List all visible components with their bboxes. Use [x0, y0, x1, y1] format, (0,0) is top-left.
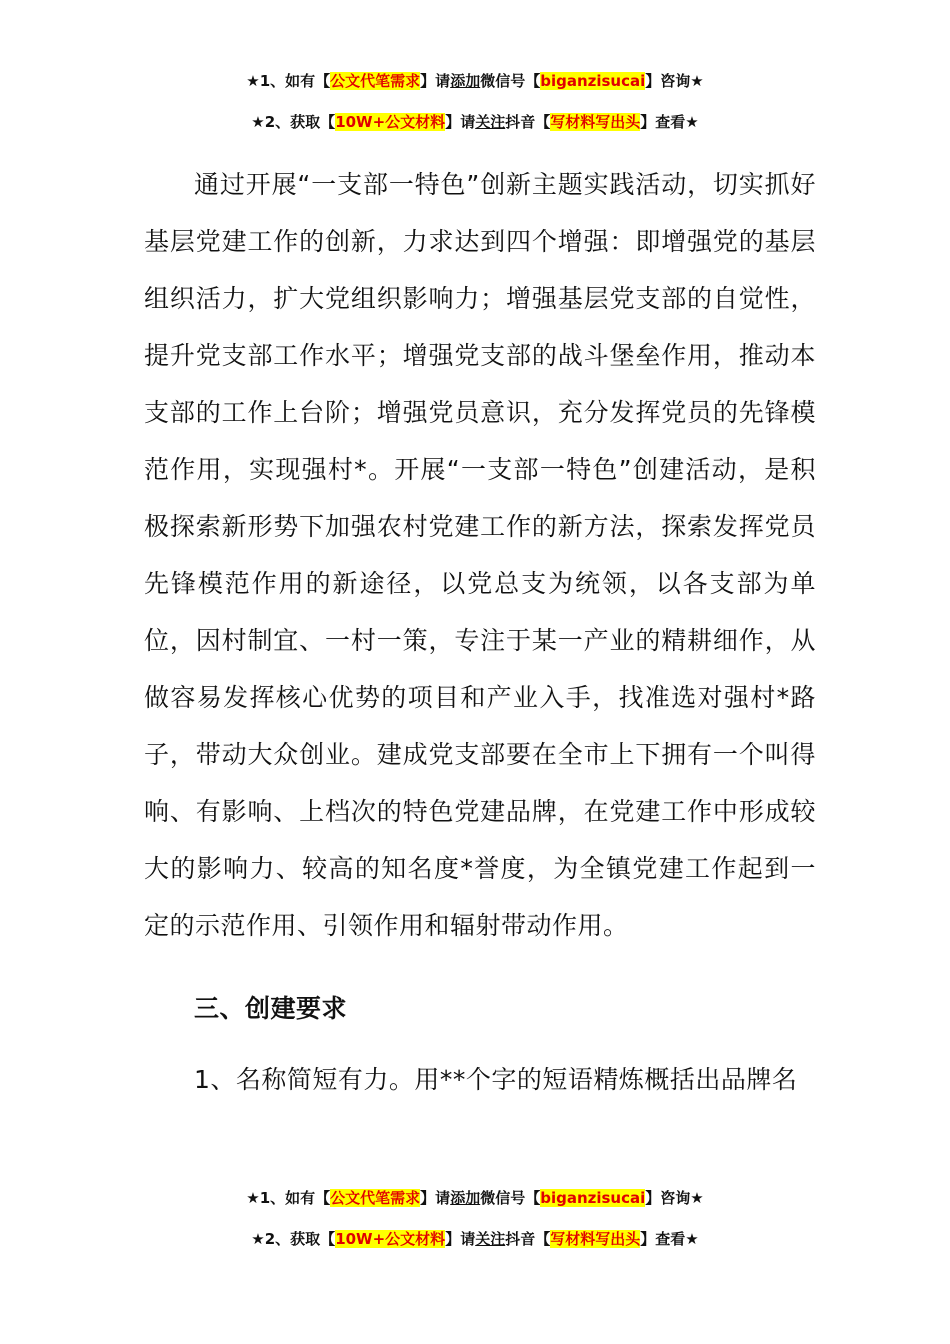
banner-highlight-service: 公文代笔需求 [330, 72, 421, 90]
requirement-item-1: 1、名称简短有力。用**个字的短语精炼概括出品牌名 [194, 1065, 798, 1094]
banner-text: 】请 [445, 113, 476, 131]
banner-highlight-douyin-id: 写材料写出头 [550, 1230, 641, 1248]
banner-suffix: 】咨询★ [645, 1189, 704, 1207]
banner-underlined-text: 添加 [450, 1189, 481, 1207]
section-heading: 三、创建要求 [194, 994, 348, 1023]
banner-text: 】请 [420, 72, 451, 90]
banner-underlined-text: 添加 [450, 72, 481, 90]
banner-prefix: ★1、如有【 [246, 72, 331, 90]
banner-prefix: ★2、获取【 [251, 113, 336, 131]
banner-prefix: ★2、获取【 [251, 1230, 336, 1248]
banner-highlight-wechat-id: biganzisucai [540, 72, 646, 90]
banner-text: 微信号【 [480, 1189, 541, 1207]
banner-underlined-text: 关注 [475, 1230, 506, 1248]
bottom-banner-line-2 [0, 1228, 950, 1250]
banner-underlined-text: 关注 [475, 113, 506, 131]
banner-highlight-materials: 10W+公文材料 [335, 1230, 446, 1248]
banner-highlight-materials: 10W+公文材料 [335, 113, 446, 131]
banner-text: 】请 [420, 1189, 451, 1207]
banner-suffix: 】查看★ [640, 113, 699, 131]
banner-highlight-wechat-id: biganzisucai [540, 1189, 646, 1207]
banner-suffix: 】咨询★ [645, 72, 704, 90]
banner-highlight-douyin-id: 写材料写出头 [550, 113, 641, 131]
banner-text: 】请 [445, 1230, 476, 1248]
banner-text: 抖音【 [505, 1230, 551, 1248]
document-body [144, 156, 816, 1108]
top-banner-line-1 [0, 70, 950, 92]
body-paragraph: 通过开展“一支部一特色”创新主题实践活动，切实抓好基层党建工作的创新，力求达到四个增强：即增强党的基层组织活力，扩大党组织影响力；增强基层党支部的自觉性，提升党支部工作水平；增强党支部的战斗堡垒作用，推动本支部的工作上台阶；增强党员意识，充分发挥党员的先锋模范作用，实现强村*。开展“一支部一特色”创建活动，是积极探索新形势下加强农村党建工作的新方法，探索发挥党员先锋模范作用的新途径，以党总支为统领，以各支部为单位，因村制宜、一村一策，专注于某一产业的精耕细作，从做容易发挥核心优势的项目和产业入手，找准选对强村*路子，带动大众创业。建成党支部要在全市上下拥有一个叫得响、有影响、上档次的特色党建品牌，在党建工作中形成较大的影响力、较高的知名度*誉度，为全镇党建工作起到一定的示范作用、引领作用和辐射带动作用。 [144, 170, 816, 940]
banner-text: 抖音【 [505, 113, 551, 131]
banner-prefix: ★1、如有【 [246, 1189, 331, 1207]
banner-text: 微信号【 [480, 72, 541, 90]
top-banner-line-2 [0, 111, 950, 133]
bottom-banner-line-1 [0, 1187, 950, 1209]
banner-suffix: 】查看★ [640, 1230, 699, 1248]
banner-highlight-service: 公文代笔需求 [330, 1189, 421, 1207]
